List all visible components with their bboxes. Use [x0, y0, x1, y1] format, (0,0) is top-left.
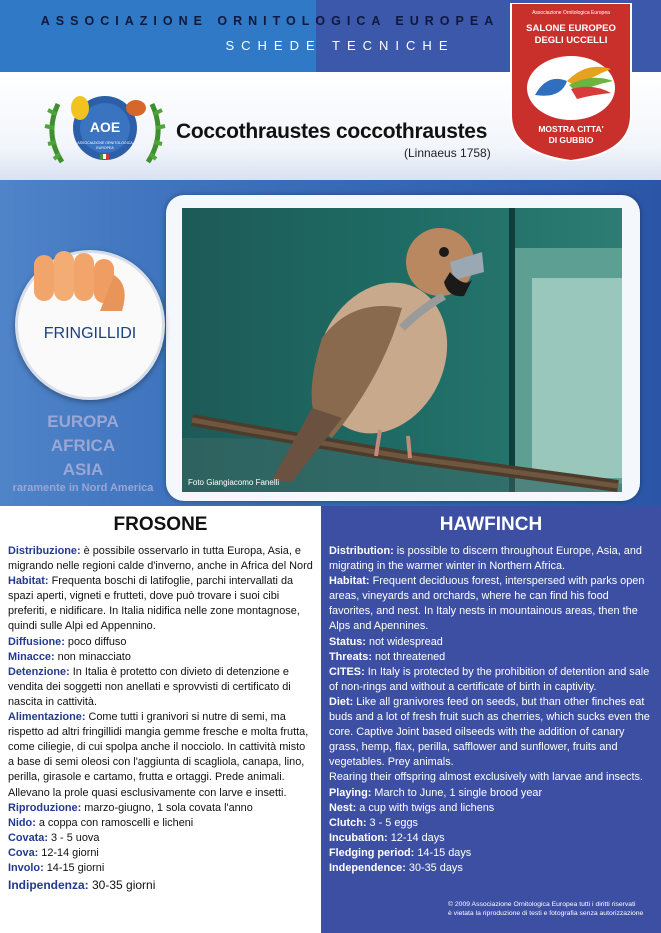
en-nest: Nest: a cup with twigs and lichens [329, 801, 495, 814]
it-nido: Nido: a coppa con ramoscelli e licheni [8, 816, 194, 829]
en-incubation: Incubation: 12-14 days [329, 831, 445, 844]
it-habitat: Habitat: Frequenta boschi di latifoglie, parchi intervallati da spazi aperti, vigneti e frutteti, dove può trovare i suoi cibi preferiti, e nidificare. In Italia nidifica nelle zone montagnose, quindi sulle Alpi ed Appennino. [8, 575, 300, 633]
english-title: HAWFINCH [439, 514, 543, 535]
distribution-note: raramente in Nord America [12, 482, 154, 494]
badge-line4: DI GUBBIO [548, 135, 594, 145]
copyright-notice [448, 900, 653, 918]
en-distribution: Distribution: is possible to discern throughout Europe, Asia, and migrating in the warmer winter in Northern Africa. [329, 545, 642, 573]
en-rearing: Rearing their offspring almost exclusively with larvae and insects. [329, 771, 643, 784]
section-subtitle: SCHEDE TECNICHE [225, 38, 455, 53]
en-habitat: Habitat: Frequent deciduous forest, interspersed with parks open areas, vineyards and orchards, where he can find his food favorites, and nest. In Italy nests in mountainous areas, then the Alps and Apennines. [329, 575, 645, 633]
gubbio-show-badge [507, 3, 635, 161]
italian-column [0, 506, 321, 933]
badge-line2: DEGLI UCCELLI [534, 35, 608, 46]
badge-top-text: Associazione Ornitologica Europea [532, 10, 610, 16]
en-cites: CITES: In Italy is protected by the prohibition of detention and sale of non-rings and without a certificate of birth in captivity. [329, 665, 650, 693]
en-threats: Threats: not threatened [329, 650, 446, 663]
aoe-caption2: EUROPEA [96, 146, 114, 150]
scientific-name: Coccothraustes coccothraustes [176, 120, 488, 143]
en-diet: Diet: Like all granivores feed on seeds, but than other finches eat buds and a lot of fresh fruit such as cherries, which sucks even the core. Captive Joint based oilseeds with the addition of canary grass, hemp, flax, perilla, safflower and sunflower, fruits and vegetables. Prey animals. [329, 695, 650, 769]
distribution-asia: ASIA [62, 460, 104, 479]
species-author: (Linnaeus 1758) [404, 146, 491, 160]
it-distribuzione: Distribuzione: è possibile osservarlo in tutta Europa, Asia, e migrando nelle regioni calde d'inverno, anche in Africa del Nord [8, 545, 313, 573]
en-status: Status: not widespread [329, 635, 443, 648]
hawfinch-photo [182, 208, 622, 492]
en-playing: Playing: March to June, 1 single brood year [329, 786, 543, 799]
distribution-europe: EUROPA [47, 412, 119, 431]
bullfinch-icon [126, 100, 146, 116]
it-minacce: Minacce: non minacciato [8, 650, 131, 663]
photo-credit: Foto Giangiacomo Fanelli [188, 478, 280, 487]
family-label: FRINGILLIDI [43, 325, 137, 342]
badge-line1: SALONE EUROPEO [526, 23, 616, 34]
en-clutch: Clutch: 3 - 5 eggs [329, 816, 418, 829]
canary-icon [71, 96, 89, 120]
english-column [321, 506, 661, 933]
aoe-logo [40, 84, 170, 170]
italian-title: FROSONE [113, 514, 208, 535]
en-fledging: Fledging period: 14-15 days [329, 846, 472, 859]
aoe-caption1: ASSOCIAZIONE ORNITOLOGICA [77, 141, 133, 145]
en-independence: Independence: 30-35 days [329, 861, 463, 874]
it-diffusione: Diffusione: poco diffuso [8, 635, 127, 648]
copyright-line2: è vietata la riproduzione di testi e fotografia senza autorizzazione [448, 910, 644, 917]
it-cova: Cova: 12-14 giorni [8, 846, 99, 859]
distribution-africa: AFRICA [50, 436, 116, 455]
header-left-band [0, 0, 316, 72]
it-involo: Involo: 14-15 giorni [8, 861, 105, 874]
aoe-letters: AOE [89, 119, 121, 135]
it-detenzione: Detenzione: In Italia è protetto con divieto di detenzione e vendita dei soggetti non anellati e sprovvisti di certificato di nascita in cattività. [8, 665, 291, 708]
hand-fist-icon [30, 245, 130, 315]
it-indipendenza: Indipendenza: 30-35 giorni [8, 878, 156, 893]
copyright-line1: © 2009 Associazione Ornitologica Europea tutti i diritti riservati [448, 901, 636, 908]
it-covata: Covata: 3 - 5 uova [8, 831, 100, 844]
it-alimentazione: Alimentazione: Come tutti i granivori si nutre di semi, ma rispetto ad altri fringillidi mangia gemme fresche e molta frutta, come ciliegie, di cui spolpa anche il nocciolo. In cattività misto a base di semi oleosi con l'aggiunta di scagliola, canapa, lino, perilla, girasole e cartamo, frutta e ortaggi. Prede animali. Allevano la prole quasi esclusivamente con larve e insetti. [8, 711, 309, 799]
it-riproduzione: Riproduzione: marzo-giugno, 1 sola covata l'anno [8, 801, 253, 814]
organization-name: ASSOCIAZIONE ORNITOLOGICA EUROPEA [40, 14, 500, 28]
badge-line3: MOSTRA CITTA' [538, 124, 604, 134]
